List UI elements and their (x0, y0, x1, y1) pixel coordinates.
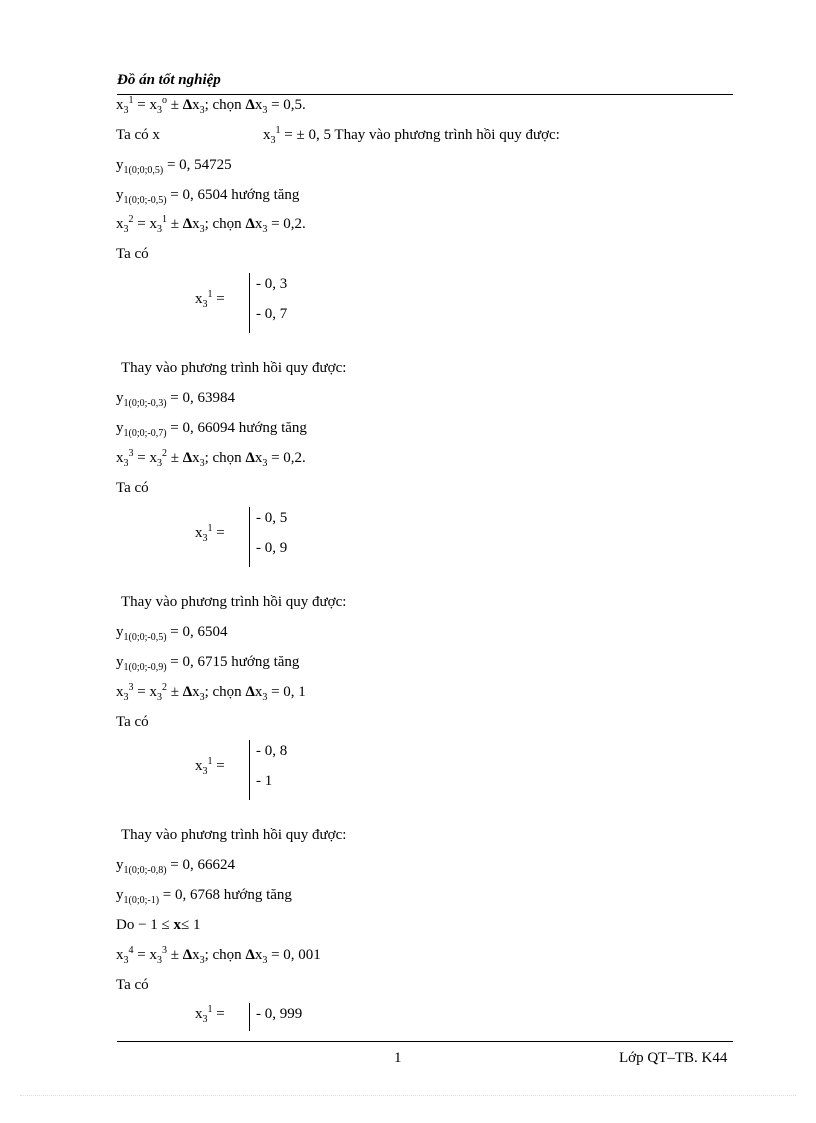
equation-line: $x_3^1 = x_3^o \pm \Delta x_3$; chọn $\Delta x_3 = 0,5$. (116, 95, 306, 116)
system-brace (249, 1003, 250, 1031)
system-item: - 0, 8 (256, 743, 288, 759)
equation-line: $x_3^3 = x_3^2 \pm \Delta x_3$; chọn $\Delta x_3 = 0,2$. (116, 448, 306, 469)
system-label: $x_3^1$ = (195, 756, 225, 777)
equation-line: $y_{1(0;0;-0,3)} = 0$, 63984 (116, 390, 236, 409)
equation-line: $y_{1(0;0;-0,5)} = 0$, 6504 hướng tăng (116, 187, 300, 206)
system-item: - 1 (256, 773, 273, 789)
equation-line: $y_{1(0;0;-0,7)} = 0$, 66094 hướng tăng (116, 420, 307, 439)
equation-line: $y_{1(0;0;-1)} = 0$, 6768 hướng tăng (116, 887, 292, 906)
document-header-title: Đồ án tốt nghiệp (117, 72, 221, 88)
system-brace (249, 740, 250, 800)
equation-line: $x_3^4 = x_3^3 \pm \Delta x_3$; chọn $\Delta x_3 = 0$, 001 (116, 945, 321, 966)
text-line: Ta có x (116, 127, 160, 143)
system-item: - 0, 7 (256, 306, 288, 322)
equation-line: $x_3^2 = x_3^1 \pm \Delta x_3$; chọn $\Delta x_3 = 0,2$. (116, 214, 306, 235)
text-line: Thay vào phương trình hồi quy được: (121, 827, 347, 843)
page-bottom-dotted-border (20, 1095, 796, 1096)
page-number: 1 (394, 1050, 402, 1066)
system-item: - 0, 3 (256, 276, 288, 292)
system-label: $x_3^1$ = (195, 523, 225, 544)
system-item: - 0, 5 (256, 510, 288, 526)
system-label: $x_3^1$ = (195, 289, 225, 310)
equation-line: $y_{1(0;0;-0,8)} = 0$, 66624 (116, 857, 236, 876)
system-brace (249, 507, 250, 567)
text-line: Ta có (116, 977, 149, 993)
equation-line: $y_{1(0;0;-0,9)} = 0$, 6715 hướng tăng (116, 654, 300, 673)
system-label: $x_3^1$ = (195, 1004, 225, 1025)
text-line: Thay vào phương trình hồi quy được: (121, 360, 347, 376)
footer-rule (117, 1041, 733, 1042)
text-line: Ta có (116, 480, 149, 496)
equation-line: $x_3^3 = x_3^2 \pm \Delta x_3$; chọn $\Delta x_3 = 0$, 1 (116, 682, 306, 703)
system-brace (249, 273, 250, 333)
equation-line: $x_3^1$ = ± 0, 5 Thay vào phương trình hồi quy được: (263, 125, 560, 146)
equation-line: Do − 1 ≤ x≤ 1 (116, 917, 201, 933)
text-line: Thay vào phương trình hồi quy được: (121, 594, 347, 610)
header-rule (117, 94, 733, 95)
equation-line: $y_{1(0;0;0,5)} = 0$, 54725 (116, 157, 232, 176)
system-item: - 0, 9 (256, 540, 288, 556)
equation-line: $y_{1(0;0;-0,5)} = 0$, 6504 (116, 624, 228, 643)
system-item: - 0, 999 (256, 1006, 303, 1022)
text-line: Ta có (116, 714, 149, 730)
text-line: Ta có (116, 246, 149, 262)
footer-class-label: Lớp QT–TB. K44 (619, 1050, 728, 1066)
